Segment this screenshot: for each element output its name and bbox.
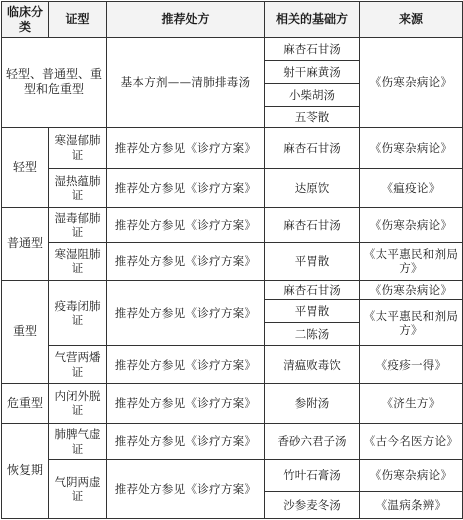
source-cell: 《太平惠民和剂局方》 [360, 242, 463, 280]
header-source: 来源 [360, 2, 463, 38]
header-base-formula: 相关的基础方 [265, 2, 360, 38]
source-cell: 《古今名医方论》 [360, 423, 463, 460]
base-formula: 竹叶石膏汤 [265, 460, 360, 491]
prescription-cell: 推荐处方参见《诊疗方案》 [107, 460, 265, 519]
base-formula: 香砂六君子汤 [265, 423, 360, 460]
base-formula: 麻杏石甘汤 [265, 208, 360, 243]
prescription-cell: 推荐处方参见《诊疗方案》 [107, 423, 265, 460]
base-formula: 麻杏石甘汤 [265, 127, 360, 168]
header-syndrome: 证型 [49, 2, 107, 38]
table-row [2, 127, 463, 168]
syndrome-cell: 气阴两虚证 [49, 460, 107, 519]
syndrome-cell: 湿毒郁肺证 [49, 208, 107, 243]
header-stage: 临床分类 [2, 2, 49, 38]
prescription-cell: 推荐处方参见《诊疗方案》 [107, 127, 265, 168]
stage-critical: 危重型 [2, 384, 49, 424]
table-row [2, 423, 463, 460]
table-row [2, 242, 463, 280]
base-formula: 麻杏石甘汤 [265, 38, 360, 61]
prescription-cell: 推荐处方参见《诊疗方案》 [107, 384, 265, 424]
syndrome-cell: 内闭外脱证 [49, 384, 107, 424]
syndrome-cell: 气营两燔证 [49, 346, 107, 384]
base-formula: 射干麻黄汤 [265, 61, 360, 84]
source-cell: 《伤寒杂病论》 [360, 280, 463, 300]
base-formula: 小柴胡汤 [265, 84, 360, 107]
base-formula: 参附汤 [265, 384, 360, 424]
source-cell: 《伤寒杂病论》 [360, 208, 463, 243]
source-cell: 《疫疹一得》 [360, 346, 463, 384]
table-row [2, 346, 463, 384]
base-formula: 沙参麦冬汤 [265, 491, 360, 518]
source-cell: 《温病条辨》 [360, 491, 463, 518]
base-formula: 二陈汤 [265, 323, 360, 346]
prescription-cell: 推荐处方参见《诊疗方案》 [107, 242, 265, 280]
syndrome-cell: 湿热蕴肺证 [49, 168, 107, 208]
base-formula: 平胃散 [265, 300, 360, 323]
source-cell: 《伤寒杂病论》 [360, 127, 463, 168]
source-cell: 《济生方》 [360, 384, 463, 424]
table-row [2, 280, 463, 300]
base-formula: 达原饮 [265, 168, 360, 208]
prescription-cell: 推荐处方参见《诊疗方案》 [107, 346, 265, 384]
syndrome-cell: 疫毒闭肺证 [49, 280, 107, 346]
prescription-cell: 推荐处方参见《诊疗方案》 [107, 168, 265, 208]
stage-recovery: 恢复期 [2, 423, 49, 518]
base-formula: 清瘟败毒饮 [265, 346, 360, 384]
source-cell: 《伤寒杂病论》 [360, 460, 463, 491]
stage-normal: 普通型 [2, 208, 49, 280]
syndrome-cell: 肺脾气虚证 [49, 423, 107, 460]
stage-light: 轻型 [2, 127, 49, 208]
syndrome-cell: 寒湿郁肺证 [49, 127, 107, 168]
base-formula: 麻杏石甘汤 [265, 280, 360, 300]
header-prescription: 推荐处方 [107, 2, 265, 38]
base-formula: 平胃散 [265, 242, 360, 280]
header-row [2, 2, 463, 38]
source-cell: 《太平惠民和剂局方》 [360, 300, 463, 346]
stage-all-types: 轻型、普通型、重型和危重型 [2, 38, 107, 128]
base-formula: 五苓散 [265, 107, 360, 128]
table-row [2, 208, 463, 243]
table-row [2, 168, 463, 208]
prescription-cell: 推荐处方参见《诊疗方案》 [107, 280, 265, 346]
prescription-cell: 推荐处方参见《诊疗方案》 [107, 208, 265, 243]
source-cell: 《伤寒杂病论》 [360, 38, 463, 128]
source-cell: 《瘟疫论》 [360, 168, 463, 208]
base-prescription: 基本方剂——清肺排毒汤 [107, 38, 265, 128]
stage-severe: 重型 [2, 280, 49, 384]
table-row [2, 38, 463, 61]
prescription-table [1, 1, 463, 519]
syndrome-cell: 寒湿阻肺证 [49, 242, 107, 280]
table-row [2, 460, 463, 491]
table-row [2, 384, 463, 424]
